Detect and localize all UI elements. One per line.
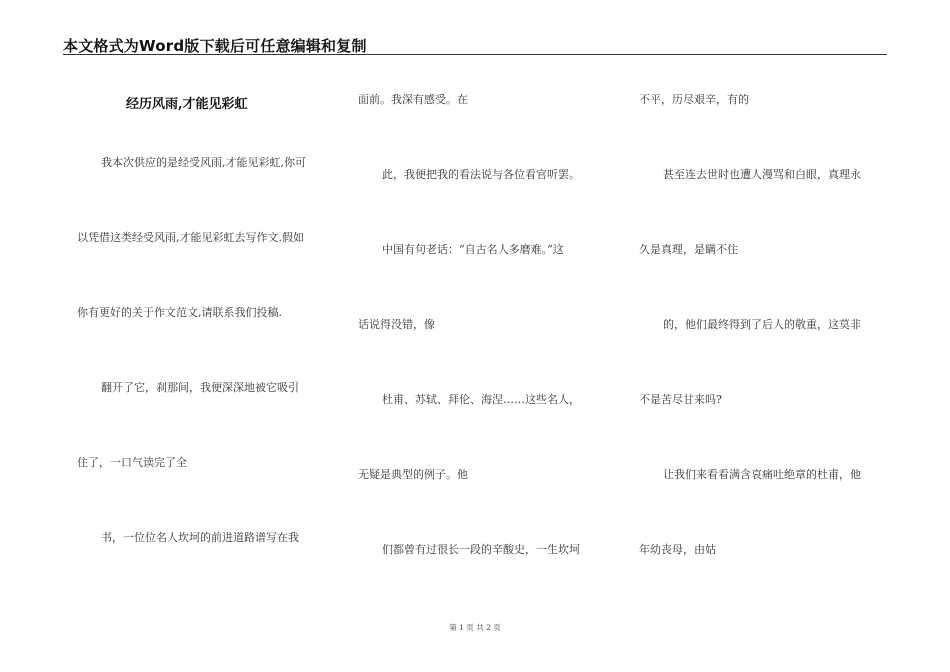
page-number-footer: 第 1 页 共 2 页	[449, 623, 501, 632]
header-title: 本文格式为Word版下载后可任意编辑和复制	[63, 37, 367, 55]
text-line: 久是真理，是瞒不住	[639, 243, 738, 256]
text-line: 的，他们最终得到了后人的敬重，这莫非	[663, 318, 861, 331]
article-title: 经历风雨,才能见彩虹	[126, 97, 248, 112]
text-line: 年幼丧母，由姑	[639, 543, 716, 556]
text-line: 你有更好的关于作文范文,请联系我们投稿.	[77, 306, 282, 319]
text-line: 翻开了它，刹那间，我便深深地被它吸引	[101, 381, 299, 394]
text-line: 话说得没错，像	[358, 318, 435, 331]
text-line: 们都曾有过很长一段的辛酸史，一生坎坷	[382, 543, 580, 556]
text-line: 面前。我深有感受。在	[358, 93, 468, 106]
text-line: 不平，历尽艰辛，有的	[639, 93, 749, 106]
text-line: 中国有句老话：“自古名人多磨难。”这	[382, 243, 564, 256]
text-line: 书，一位位名人坎坷的前进道路谱写在我	[101, 531, 299, 544]
text-line: 住了，一口气读完了全	[77, 456, 187, 469]
text-line: 以凭借这类经受风雨,才能见彩虹去写作文.假如	[77, 231, 304, 244]
text-line: 我本次供应的是经受风雨,才能见彩虹,你可	[101, 156, 306, 169]
header-divider	[63, 54, 887, 55]
text-line: 无疑是典型的例子。他	[358, 468, 468, 481]
text-line: 杜甫、苏轼、拜伦、海涅……这些名人，	[382, 393, 580, 406]
text-line: 让我们来看看满含哀痛吐绝章的杜甫，他	[663, 468, 861, 481]
text-line: 此，我便把我的看法说与各位看官听罢。	[382, 168, 580, 181]
text-line: 不是苦尽甘来吗?	[639, 393, 722, 406]
text-line: 甚至连去世时也遭人漫骂和白眼，真理永	[663, 168, 861, 181]
